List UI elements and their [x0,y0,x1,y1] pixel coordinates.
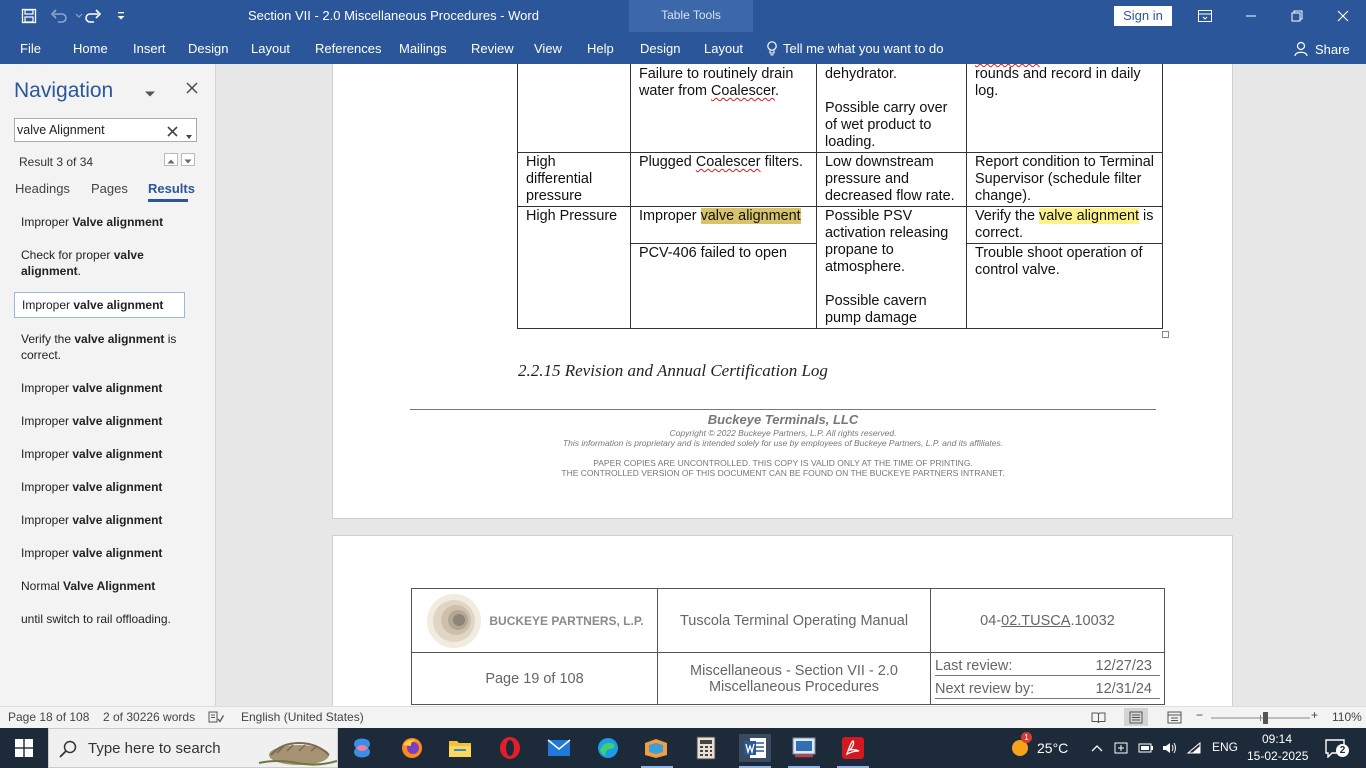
table-row [518,207,1163,244]
input-language[interactable]: ENG [1212,740,1239,754]
search-result-item[interactable]: Improper valve alignment [21,546,163,560]
tab-table-layout[interactable]: Layout [704,41,744,56]
tab-references[interactable]: References [315,41,382,56]
search-result-item[interactable]: until switch to rail offloading. [21,612,171,626]
footer-divider [410,409,1156,410]
save-icon[interactable] [17,6,41,26]
print-layout-icon[interactable] [1124,708,1148,726]
nav-options-icon[interactable] [144,85,156,103]
search-result-item[interactable]: Improper valve alignment [14,292,185,318]
calculator-icon[interactable] [690,734,722,762]
table-row [518,64,1163,153]
copilot-icon[interactable] [346,734,378,762]
opera-icon[interactable] [494,734,526,762]
table-row [518,153,1163,207]
zoom-level[interactable]: 110% [1332,710,1362,724]
previous-result-button[interactable] [164,153,178,166]
status-bar [0,706,1366,728]
table-resize-handle[interactable] [1162,331,1169,338]
title-bar [0,0,1366,32]
battery-icon[interactable] [1133,734,1159,762]
doc-number-cell[interactable]: 04-02.TUSCA.10032 [931,589,1165,653]
taskbar-search-placeholder: Type here to search [88,740,221,757]
section-heading: 2.2.15 Revision and Annual Certification Log [518,361,828,380]
search-result-item[interactable]: Verify the valve alignment is correct. [21,332,177,362]
down-arrow-icon [182,156,194,167]
close-icon[interactable] [1320,0,1366,32]
search-result-item[interactable]: Improper valve alignment [21,381,163,395]
mail-badge: 1 [1021,732,1032,743]
table-cell[interactable]: Low downstream pressure and decreased flow rate. [817,153,967,207]
nav-close-icon[interactable] [186,81,198,99]
tab-layout[interactable]: Layout [251,41,291,56]
taskbar [0,728,1366,768]
footer-company: Buckeye Terminals, LLC [707,412,859,427]
customize-quick-access-icon[interactable] [109,6,133,26]
table-cell[interactable]: Possible PSV activation releasing propane to atmosphere. Possible cavern pump damage [817,207,967,329]
person-icon [1294,41,1310,57]
buckeye-logo-icon [425,592,483,650]
document-page [332,535,1233,706]
read-mode-icon[interactable] [1091,711,1106,727]
search-result-item[interactable]: Improper Valve alignment [21,215,164,229]
table-cell[interactable]: Improper valve alignment [631,207,817,244]
tab-insert[interactable]: Insert [133,41,166,56]
page-number-cell[interactable]: Page 19 of 108 [412,653,658,705]
share-button[interactable] [1294,41,1350,57]
web-layout-icon[interactable] [1167,711,1182,727]
pangolin-search-art-icon [257,733,337,767]
search-result-item[interactable]: Improper valve alignment [21,480,163,494]
result-count: Result 3 of 34 [19,155,94,169]
next-result-button[interactable] [181,153,195,166]
clear-search-icon[interactable] [167,124,178,142]
table-tools-label: Table Tools [661,8,721,22]
sign-in-button[interactable]: Sign in [1114,6,1172,26]
minimize-icon[interactable] [1228,0,1274,32]
navigation-pane [0,64,216,706]
proofing-icon[interactable] [208,711,224,727]
document-title: Section VII - 2.0 Miscellaneous Procedures - Word [248,8,539,23]
manual-title-cell[interactable]: Tuscola Terminal Operating Manual [658,589,931,653]
footer-proprietary: This information is proprietary and is intended solely for use by employees of Buckeye Partners, L.P. and its affiliates. [562,438,1004,448]
active-tab-underline [148,199,188,202]
document-page [332,64,1233,519]
tab-view[interactable]: View [534,41,562,56]
weather-app-icon[interactable] [640,734,672,762]
volume-icon[interactable] [1157,734,1183,762]
lightbulb-icon [766,41,778,56]
tab-file[interactable]: File [20,41,41,56]
windows-start-icon[interactable] [8,734,40,762]
ribbon-display-options-icon[interactable] [1182,0,1228,32]
logo-cell [412,589,658,653]
troubleshooting-table[interactable] [517,64,1163,329]
current-search-highlight: valve alignment [700,208,801,224]
table-cell[interactable]: Report condition to Terminal Supervisor (schedule filter change). [967,153,1163,207]
table-row [412,653,1165,705]
zoom-slider[interactable] [1211,712,1310,724]
nav-search-input[interactable] [17,121,162,139]
tab-design[interactable]: Design [188,41,229,56]
table-cell[interactable]: Failure to routinely drain water from Coalescer. [631,64,817,153]
tab-mailings[interactable]: Mailings [399,41,447,56]
table-cell[interactable]: High Pressure [518,207,631,329]
logo-text: BUCKEYE PARTNERS, L.P. [489,613,644,628]
table-cell[interactable]: Plugged Coalescer filters. [631,153,817,207]
edge-icon[interactable] [592,734,624,762]
tell-me-label: Tell me what you want to do [783,41,944,56]
adobe-acrobat-icon[interactable] [837,734,869,762]
search-icon [59,740,77,758]
tray-device-icon[interactable] [1109,734,1135,762]
language[interactable]: English (United States) [241,710,364,724]
table-cell[interactable]: High differential pressure [518,153,631,207]
word-count[interactable]: 2 of 30226 words [103,710,196,724]
up-arrow-icon [165,156,177,167]
show-hidden-icons-icon[interactable] [1084,734,1110,762]
mail-icon[interactable] [543,734,575,762]
tell-me-box[interactable] [766,41,943,56]
search-result-item[interactable]: Normal Valve Alignment [21,579,156,593]
search-highlight: valve alignment [1039,208,1139,224]
document-area [216,64,1366,706]
zoom-slider-thumb[interactable] [1263,712,1268,724]
table-cell[interactable]: rounds and record in daily log. [967,64,1163,153]
word-taskbar-icon[interactable] [739,734,771,762]
file-explorer-icon[interactable] [444,734,476,762]
clock-time[interactable]: 09:14 [1262,732,1293,746]
search-result-item[interactable]: Improper valve alignment [21,447,163,461]
search-result-item[interactable]: Improper valve alignment [21,513,163,527]
zoom-out-button[interactable]: − [1196,708,1204,722]
footer-copyright: Copyright © 2022 Buckeye Partners, L.P. All rights reserved. [669,428,897,438]
table-cell[interactable]: PCV-406 failed to open [631,244,817,329]
tab-help[interactable]: Help [587,41,614,56]
table-cell[interactable]: Trouble shoot operation of control valve. [967,244,1163,329]
page-count[interactable]: Page 18 of 108 [8,710,90,724]
zoom-in-button[interactable]: + [1311,708,1319,722]
tab-home[interactable]: Home [73,41,108,56]
table-cell[interactable]: Verify the valve alignment is correct. [967,207,1163,244]
weather-temp[interactable]: 25°C [1037,740,1069,756]
nav-tab-results[interactable]: Results [148,181,195,196]
firefox-icon[interactable] [396,734,428,762]
page-header-table[interactable] [411,588,1165,705]
search-options-icon[interactable] [185,127,193,145]
tab-table-design[interactable]: Design [640,41,681,56]
table-cell[interactable] [518,64,631,153]
section-cell[interactable]: Miscellaneous - Section VII - 2.0 Miscellaneous Procedures [658,653,931,705]
taskbar-search-box[interactable] [48,728,338,768]
navigation-title: Navigation [14,79,114,102]
nav-tab-pages[interactable]: Pages [91,181,128,196]
table-row [412,589,1165,653]
footer-controlled: THE CONTROLLED VERSION OF THIS DOCUMENT CAN BE FOUND ON THE BUCKEYE PARTNERS INTRANET. [561,468,1005,478]
search-results-list [14,210,204,640]
redo-icon[interactable] [81,6,105,26]
review-dates-cell[interactable]: Last review: 12/27/23 Next review by: 12/31/24 [931,653,1165,705]
share-label: Share [1315,41,1350,57]
search-result-item[interactable]: Improper valve alignment [21,414,163,428]
footer-uncontrolled: PAPER COPIES ARE UNCONTROLLED. THIS COPY IS VALID ONLY AT THE TIME OF PRINTING. [593,458,973,468]
snipping-tool-icon[interactable] [788,734,820,762]
notification-count: 2 [1336,744,1349,757]
tab-review[interactable]: Review [471,41,514,56]
wifi-icon[interactable] [1181,734,1207,762]
restore-icon[interactable] [1274,0,1320,32]
search-result-item[interactable]: Check for proper valve alignment. [21,248,144,278]
ribbon-tab-row [0,32,1366,64]
table-cell[interactable]: dehydrator. Possible carry over of wet product to loading. [817,64,967,153]
clock-date[interactable]: 15-02-2025 [1247,749,1309,763]
nav-search-box[interactable] [14,118,197,142]
nav-tab-headings[interactable]: Headings [15,181,70,196]
